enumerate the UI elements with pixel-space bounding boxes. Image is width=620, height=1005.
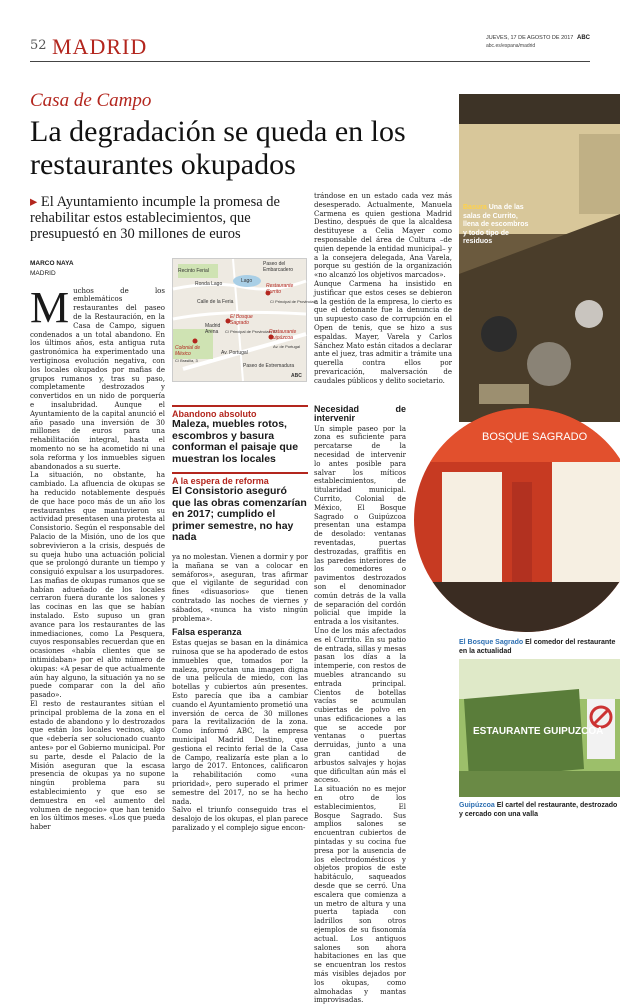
caption-bosque-text: El comedor del restaurante en la actualidad xyxy=(459,639,616,655)
article-column-4 xyxy=(314,400,406,1005)
photo-bosque-sagrado xyxy=(412,402,620,634)
issue-date: JUEVES, 17 DE AGOSTO DE 2017 xyxy=(486,35,574,41)
map-label-portugal: Av. Portugal xyxy=(221,350,248,356)
map-label-bosque: El Bosque Sagrado xyxy=(230,314,253,326)
headline: La degradación se queda en los restaurantes okupados xyxy=(30,115,406,181)
sign-guipuzcoa: ESTAURANTE GUIPUZCOA xyxy=(473,726,604,737)
brand-logo: ABC xyxy=(577,35,590,41)
col1-text: uchos de los emblemáticos restaurantes del paseo de la Restauración, en la Casa de Campo, siguen condenados a un total abandono. En los últimos años, esta antigua ruta gastronómica ha experimentado una vertiginosa evolución negativa, con los locales okupados por mafias de grupos rumanos y, tras su paso, completamente destrozados y convertidos en un nido de porquería e insalubridad. Aunque el Ayuntamiento de la capital anunció el año pasado una inversión de 30 millones de euros para una rehabilitación integral, hasta el momento no se ha acometido ni una sola reforma y los inmuebles siguen abandonados a su suerte. La situación, no obstante, ha cambiado. La afluencia de okupas se ha reducido notablemente después de que hace poco más de un año los restaurantes que mantuvieron su actividad presentasen una protesta al Consistorio. Según el responsable del Palacio de la Misión, uno de los que sobrevivieron a la crisis, después de su queja hubo una actuación policial que se prolongó durante un tiempo y consiguió expulsar a los usurpadores. Las mafias de okupas rumanos que se habían adueñado de los locales cerraron fuera durante los salones y las cocinas en las que se habían instalado. Esto supuso un gran avance para los restaurantes de las inmediaciones, como La Pesquera, cuyos responsables recuerdan que en ocasiones «había clientes que se intimidaban» por el alto número de okupas: «A pesar de que actualmente aún hay alguno, la situación ya no se puede comparar con la del año pasado». El resto de restaurantes sitúan el principal problema de la zona en el estado de abandono y lo destrozados que están los locales vecinos, algo que «debería ser solucionado cuanto antes» por el Gobierno municipal. Por su parte, desde el Palacio de la Misión aseguran que la escasa presencia de okupas ya no supone ningún problema para su establecimiento y que eso se demuestra en «el aumento del volumen de negocio» que han tenido en los últimos meses. «Los que pueda haber xyxy=(30,286,165,832)
byline-name: MARCO NAYA xyxy=(30,260,74,267)
byline-place: MADRID xyxy=(30,269,56,277)
subtitle-text: El Ayuntamiento incumple la promesa de rehabilitar estos establecimientos, que presupuestó en 30 millones de euros xyxy=(30,194,280,242)
col4-text: Un simple paseo por la zona es suficiente para percatarse de la necesidad de intervenir lo antes posible para salvar los míticos establecimientos, de titularidad municipal. Currito, Colonial de México, El Bosque Sagrado o Guipúzcoa presentan una estampa de desolado: ventanas reventadas, puertas destrozadas, graffitis en las paredes interiores de los comedores o pavimentos destrozados son el denominador común detrás de la valla de separación del cordón policial que impide la entrada a los visitantes. Uno de los más afectados es el Currito. En su patio de entrada, sillas y mesas pasan los días a la intemperie, con restos de muebles atrancando su entrada principal. Cientos de botellas vacías se acumulan cubiertas de polvo en unas edificaciones a las que se accede por ventanas o puertas derruidas, junto a una gran cantidad de arbustos salvajes y hojas que dificultan aún más el acceso. La situación no es mejor en otro de los establecimientos, El Bosque Sagrado. Sus amplios salones se encuentran cubiertos de pintadas y su cocina fue presa por la ausencia de los electrodomésticos y objetos propios de este habitáculo, saqueados desde que se cerró. Una escalera que comienza a un metro de altura y una puerta tapiada con ladrillos son otros ejemplos de su fisonomía actual. Los antiguos salones son ahora habitaciones en las que se encuentran los restos más visibles dejados por los okupas, como almohadas y mantas improvisadas. xyxy=(314,424,406,1005)
photo-guipuzcoa-graphic xyxy=(459,659,620,797)
caption-guipuzcoa-text: El cartel del restaurante, destrozado y cercado con una valla xyxy=(459,802,618,818)
photo-currito xyxy=(459,94,620,422)
map-label-guipuzcoa-addr: Av. de Portugal xyxy=(273,344,300,349)
header-divider xyxy=(30,61,590,62)
map-label-extremadura: Paseo de Extremadura xyxy=(243,363,295,369)
highlight-box-espera xyxy=(172,472,308,544)
map-label-guipuzcoa: Restaurante Guipúzcoa xyxy=(269,329,297,341)
map-label-currito: Restaurante Currito xyxy=(266,283,294,295)
caption-currito-text: Una de las salas de Currito, llena de escombros y todo tipo de residuos xyxy=(463,204,529,245)
map-label-currito-addr: C/ Principal de Provincias xyxy=(270,299,316,304)
photo-guipuzcoa xyxy=(459,659,620,797)
subhead-falsa-esperanza: Falsa esperanza xyxy=(172,627,242,638)
article-column-2 xyxy=(172,553,308,833)
map-label-madrid-arena: Madrid Arena xyxy=(205,323,221,335)
caption-currito xyxy=(463,204,531,247)
map-label-colonial-addr: C/ Brasilia, 3 xyxy=(175,358,198,363)
col3-text: trándose en un estado cada vez más desesperado. Actualmente, Manuela Carmena es quien gestiona Madrid Destino, después de que la alcaldesa destituyese a Celia Mayer como responsable del área de Cultura –de quien depende la entidad municipal– y a la consejera delegada, Ana Varela, porque su gestión de la organización «no alcanzó los objetivos marcados». Aunque Carmena ha insistido en justificar que estos ceses se debieron a la gestión de la empresa, lo cierto es que el detonante fue la denuncia de un supuesto caso de corrupción en el Open de tenis, que se hizo a sus espaldas. Mayer, Varela y Carlos Sánchez Mato están citados a declarar ante el juez, tras admitir a trámite una querella contra ellos por prevaricación, malversación de caudales públicos y delito societario. xyxy=(314,192,452,385)
map-credit: ABC xyxy=(291,373,302,379)
map-label-ronda-lago: Ronda Lago xyxy=(195,281,223,287)
photo-currito-graphic xyxy=(459,94,620,422)
drop-cap: M xyxy=(30,282,70,332)
section-title: MADRID xyxy=(52,34,148,59)
map-label-calle-feria: Calle de la Feria xyxy=(197,299,234,305)
photo-bosque-graphic xyxy=(412,402,620,634)
abandono-heading: Abandono absoluto xyxy=(172,405,308,419)
caption-currito-credit: Basura xyxy=(463,204,487,211)
caption-guipuzcoa-credit: Guipúzcoa xyxy=(459,802,495,809)
subtitle xyxy=(30,194,320,242)
subhead-necesidad: Necesidad de intervenir xyxy=(314,404,406,423)
espera-heading: A la espera de reforma xyxy=(172,472,308,486)
article-column-3 xyxy=(314,192,452,386)
espera-text: El Consistorio aseguró que las obras comenzarían en 2017; cumplido el primer semestre, no hay nada xyxy=(172,485,307,543)
location-map xyxy=(172,258,316,382)
caption-bosque-credit: El Bosque Sagrado xyxy=(459,639,524,646)
map-label-paseo-embarcadero: Paseo del Embarcadero xyxy=(263,261,294,273)
map-label-bosque-addr: C/ Principal de Provincias, 32 xyxy=(225,329,278,334)
col2-text: ya no molestan. Vienen a dormir y por la mañana se van a colocar en semáforos», aseguran, tras afirmar que el vigilante de seguridad con fines «disuasorios» que tienen contratado las noches de viernes y sábados, «nunca ha visto ningún problema». xyxy=(172,553,308,623)
web-url[interactable]: abc.es/espana/madrid xyxy=(486,43,536,49)
col2-text-b: Estas quejas se basan en la dinámica ruinosa que se ha apoderado de estos inmuebles que, tomados por la maleza, proyectan una imagen digna de una película de miedo, con las botellas y cubiertos aún presentes. Esto parecía que iba a cambiar cuando el Ayuntamiento prometió una inversión de cerca de 30 millones para la revitalización de la zona. Como informó ABC, la empresa municipal Madrid Destino, que gestiona el recinto ferial de la Casa de Campo, realizaría este plan a lo largo de 2017. Entonces, calificaron la rehabilitación como «una prioridad», pero superado el primer semestre del 2017, no se ha hecho nada. Salvo el triunfo conseguido tras el desalojo de los okupas, el plan parece paralizado y el complejo sigue encon- xyxy=(172,639,308,832)
abandono-text: Maleza, muebles rotos, escombros y basura conforman el paisaje que muestran los locales xyxy=(172,418,299,465)
map-label-colonial: Colonial de México xyxy=(175,345,201,357)
highlight-box-abandono xyxy=(172,405,308,465)
arrow-icon: ▸ xyxy=(30,194,38,210)
kicker: Casa de Campo xyxy=(30,90,152,111)
caption-bosque xyxy=(459,639,620,656)
map-label-lago: Lago xyxy=(241,278,253,284)
map-label-recinto: Recinto Ferial xyxy=(178,268,209,274)
caption-guipuzcoa xyxy=(459,802,620,819)
page-number: 52 xyxy=(30,38,47,53)
article-column-1 xyxy=(30,260,165,832)
sign-bosque-sagrado: BOSQUE SAGRADO xyxy=(482,431,588,443)
